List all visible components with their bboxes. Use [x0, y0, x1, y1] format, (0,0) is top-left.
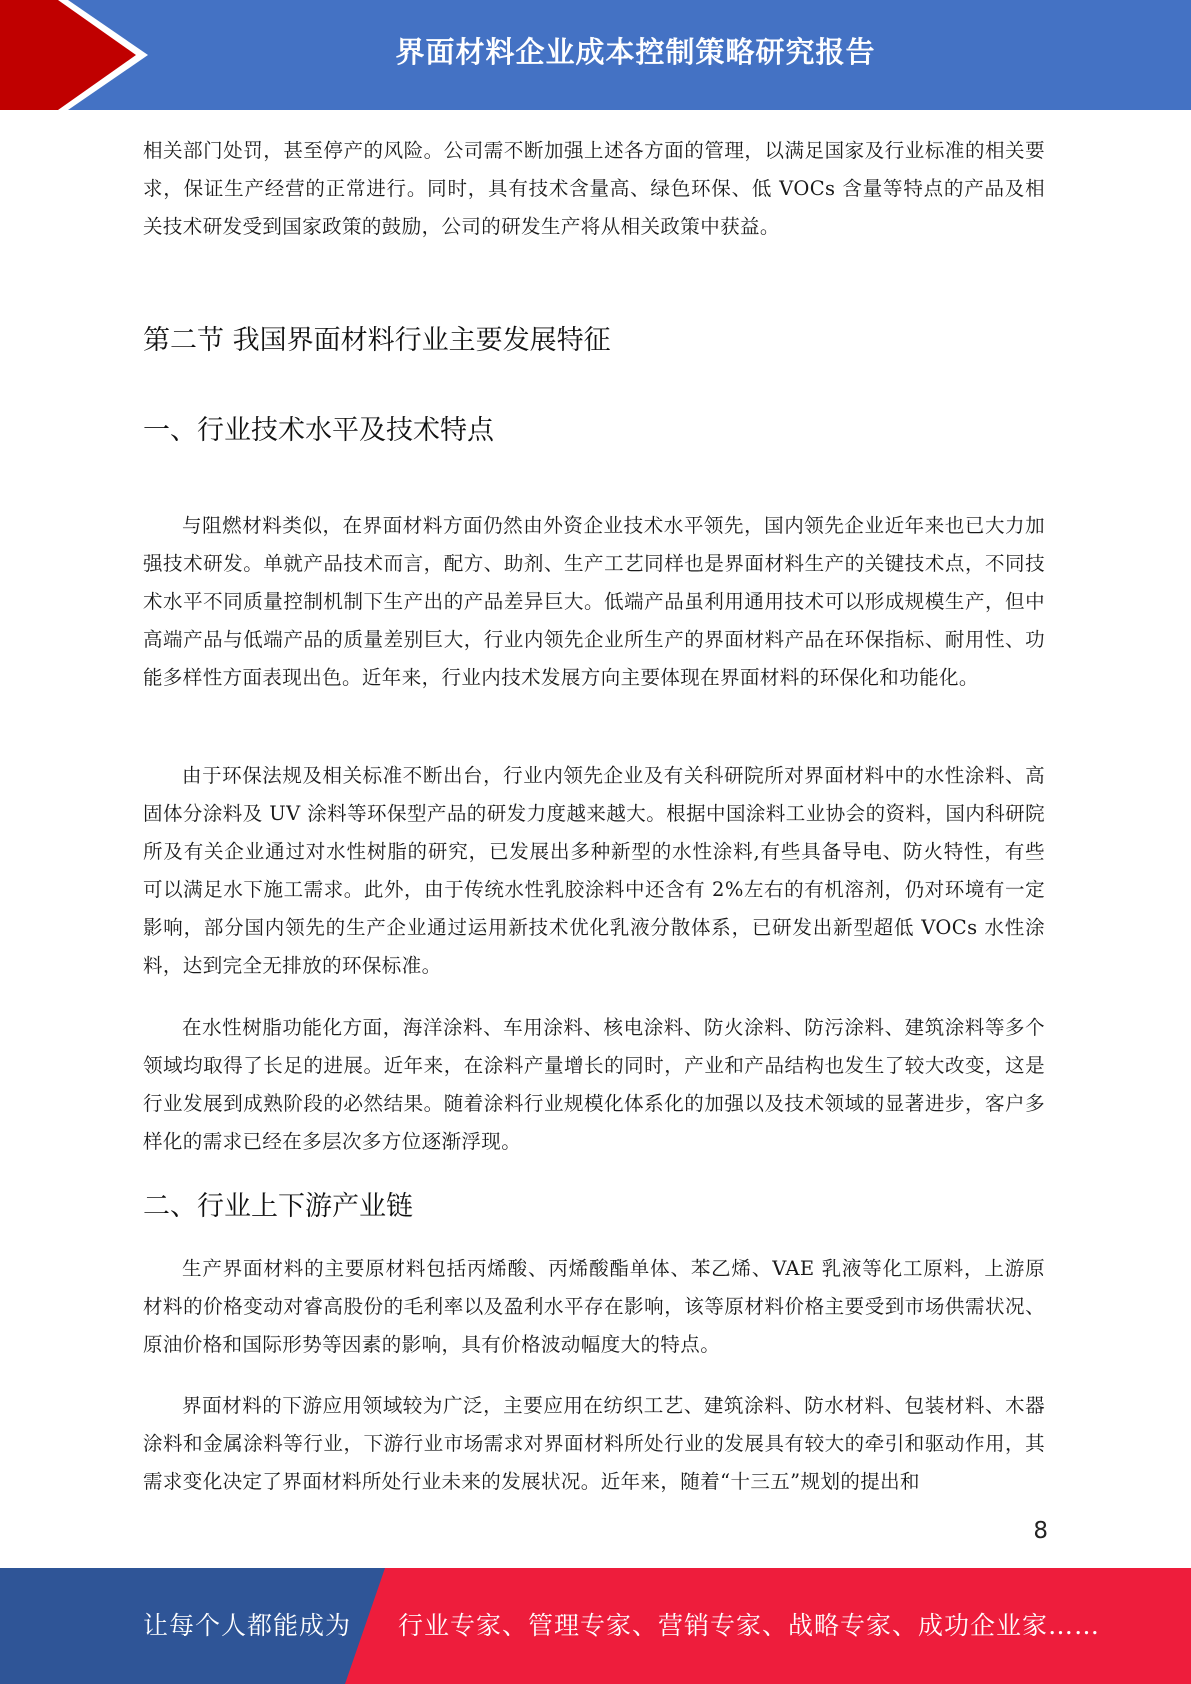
footer-slogan-left: 让每个人都能成为: [143, 1611, 352, 1640]
paragraph-tech-1: 与阻燃材料类似，在界面材料方面仍然由外资企业技术水平领先，国内领先企业近年来也已大力加强技术研发。单就产品技术而言，配方、助剂、生产工艺同样也是界面材料生产的关键技术点，不同技术水平不同质量控制机制下生产出的产品差异巨大。低端产品虽利用通用技术可以形成规模生产，但中高端产品与低端产品的质量差别巨大，行业内领先企业所生产的界面材料产品在环保指标、耐用性、功能多样性方面表现出色。近年来，行业内技术发展方向主要体现在界面材料的环保化和功能化。: [143, 514, 1045, 689]
page-number: 8: [1033, 1518, 1048, 1544]
page-header: [0, 0, 1191, 110]
footer-slogan-right: 行业专家、管理专家、营销专家、战略专家、成功企业家……: [398, 1611, 1101, 1640]
page-footer: [0, 1568, 1191, 1684]
paragraph-tech-3: 在水性树脂功能化方面，海洋涂料、车用涂料、核电涂料、防火涂料、防污涂料、建筑涂料等多个领域均取得了长足的进展。近年来，在涂料产量增长的同时，产业和产品结构也发生了较大改变，这是行业发展到成熟阶段的必然结果。随着涂料行业规模化体系化的加强以及技术领域的显著进步，客户多样化的需求已经在多层次多方位逐渐浮现。: [143, 1016, 1045, 1153]
report-title: 界面材料企业成本控制策略研究报告: [395, 35, 876, 69]
subsection-heading-chain: 二、行业上下游产业链: [143, 1191, 413, 1222]
paragraph-chain-2: 界面材料的下游应用领域较为广泛，主要应用在纺织工艺、建筑涂料、防水材料、包装材料、木器涂料和金属涂料等行业，下游行业市场需求对界面材料所处行业的发展具有较大的牵引和驱动作用，其需求变化决定了界面材料所处行业未来的发展状况。近年来，随着“十三五”规划的提出和: [143, 1394, 1045, 1493]
section-heading: 第二节 我国界面材料行业主要发展特征: [143, 325, 611, 356]
paragraph-chain-1: 生产界面材料的主要原材料包括丙烯酸、丙烯酸酯单体、苯乙烯、VAE 乳液等化工原料，上游原材料的价格变动对睿高股份的毛利率以及盈利水平存在影响，该等原材料价格主要受到市场供需状况、原油价格和国际形势等因素的影响，具有价格波动幅度大的特点。: [143, 1257, 1045, 1356]
intro-paragraph: 相关部门处罚，甚至停产的风险。公司需不断加强上述各方面的管理，以满足国家及行业标准的相关要求，保证生产经营的正常进行。同时，具有技术含量高、绿色环保、低 VOCs 含量等特点的产品及相关技术研发受到国家政策的鼓励，公司的研发生产将从相关政策中获益。: [143, 139, 1045, 238]
subsection-heading-tech: 一、行业技术水平及技术特点: [143, 415, 494, 446]
header-arrow-decoration: [0, 0, 160, 110]
paragraph-tech-2: 由于环保法规及相关标准不断出台，行业内领先企业及有关科研院所对界面材料中的水性涂料、高固体分涂料及 UV 涂料等环保型产品的研发力度越来越大。根据中国涂料工业协会的资料，国内科研院所及有关企业通过对水性树脂的研究，已发展出多种新型的水性涂料,有些具备导电、防火特性，有些可以满足水下施工需求。此外，由于传统水性乳胶涂料中还含有 2%左右的有机溶剂，仍对环境有一定影响，部分国内领先的生产企业通过运用新技术优化乳液分散体系，已研发出新型超低 VOCs 水性涂料，达到完全无排放的环保标准。: [143, 764, 1045, 977]
